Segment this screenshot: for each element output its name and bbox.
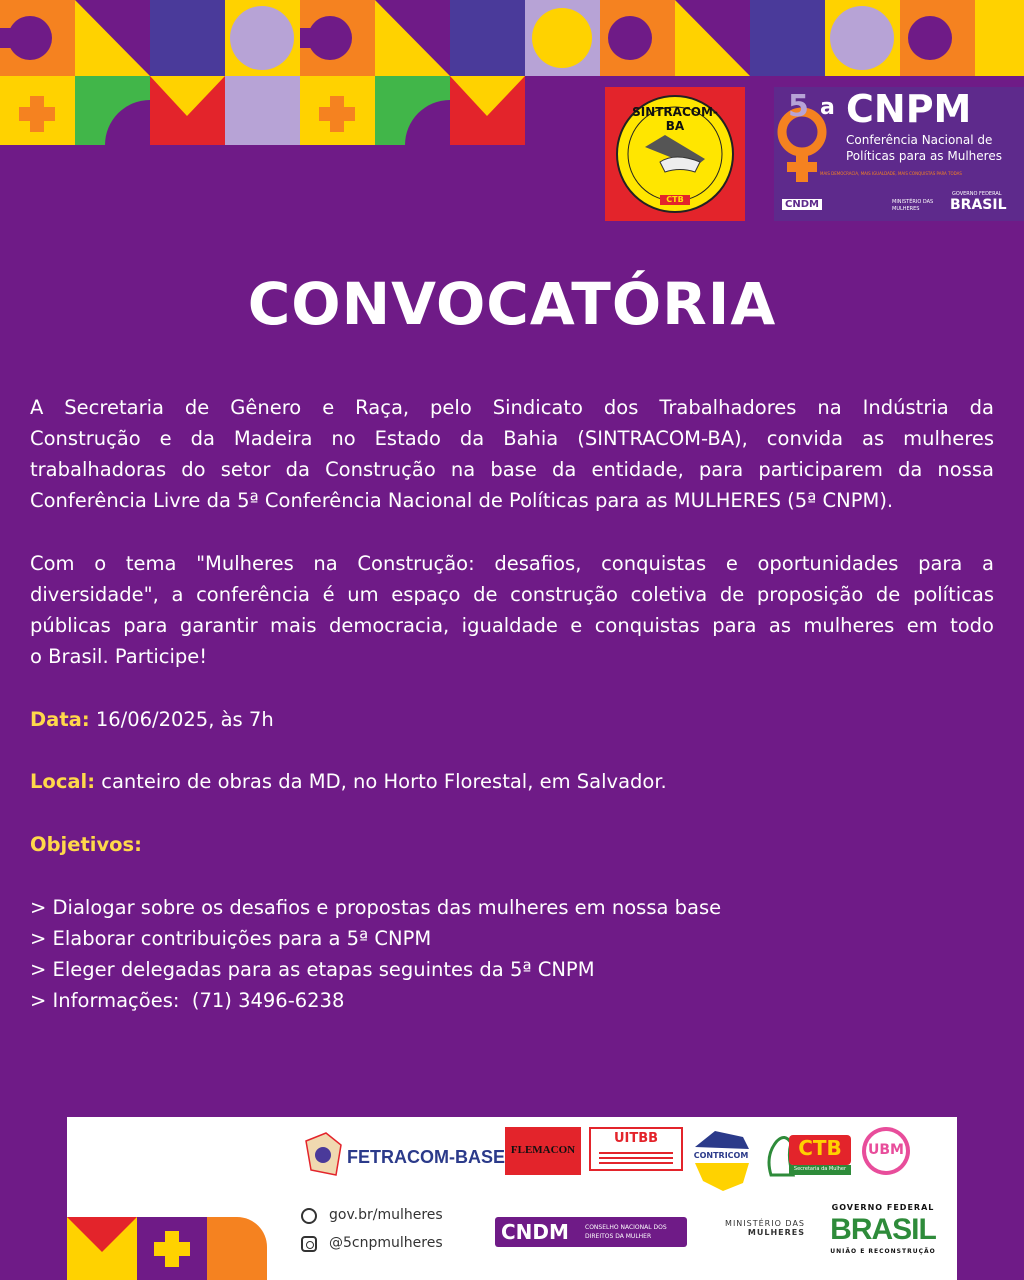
ctb-name: CTB: [798, 1136, 842, 1160]
paragraph-2-line: diversidade", a conferência é um espaço de construção coletiva de proposição de políticas: [30, 583, 994, 606]
paragraph-2-line: Com o tema "Mulheres na Construção: desafios, conquistas e oportunidades para a: [30, 552, 994, 575]
cnpm-ministerio: MINISTÉRIO DAS MULHERES: [892, 199, 934, 212]
fetracom-name: FETRACOM-BASE: [347, 1147, 505, 1167]
sintracom-badge: CTB: [666, 195, 684, 204]
uitbb-name: UITBB: [613, 1131, 659, 1146]
cnpm-cndm: CNDM: [782, 199, 822, 210]
cndm-name: CNDM: [501, 1220, 569, 1244]
paragraph-2-line: públicas para garantir mais democracia, igualdade e conquistas para as mulheres em todo: [30, 614, 994, 637]
objective-item: > Dialogar sobre os desafios e propostas das mulheres em nossa base: [30, 896, 722, 919]
cnpm-sup: a: [820, 95, 835, 120]
date-label: Data:: [30, 708, 90, 731]
ministerio-logo: [715, 1219, 805, 1249]
ubm-logo: [862, 1127, 910, 1175]
contricom-name: CONTRICOM: [693, 1151, 749, 1160]
paragraph-1: [30, 392, 994, 516]
paragraph-1-line: Conferência Livre da 5ª Conferência Nacional de Políticas para as MULHERES (5ª CNPM).: [30, 489, 894, 512]
objective-item: > Eleger delegadas para as etapas seguintes da 5ª CNPM: [30, 958, 595, 981]
ministerio-line2: MULHERES: [747, 1228, 805, 1237]
event-date: [30, 704, 994, 735]
cnpm-logo: [774, 87, 1024, 221]
web-url: gov.br/mulheres: [329, 1207, 443, 1223]
ministerio-line1: MINISTÉRIO DAS: [725, 1219, 805, 1228]
ctb-sub: Secretaria da Mulher: [793, 1166, 847, 1172]
instagram-icon: [301, 1236, 317, 1252]
paragraph-1-line: Construção e da Madeira no Estado da Bahia (SINTRACOM-BA), convida as mulheres: [30, 427, 994, 450]
cndm-logo: [495, 1217, 687, 1247]
paragraph-2: [30, 548, 994, 672]
cnpm-number: 5: [788, 89, 809, 124]
cnpm-full1: Conferência Nacional de: [846, 133, 993, 147]
place-label: Local:: [30, 770, 96, 793]
sintracom-name: SINTRACOM-BA: [632, 105, 718, 133]
instagram-handle: @5cnpmulheres: [329, 1235, 443, 1251]
ubm-name: UBM: [868, 1142, 904, 1158]
cndm-sub1: CONSELHO NACIONAL DOS: [585, 1224, 667, 1231]
globe-icon: [301, 1208, 317, 1224]
uniao-label: UNIÃO E RECONSTRUÇÃO: [830, 1248, 936, 1255]
flemacon-logo: [505, 1127, 581, 1175]
cnpm-acronym: CNPM: [846, 87, 972, 131]
cnpm-brasil: BRASIL: [950, 197, 1007, 213]
objectives-label: Objetivos:: [30, 833, 142, 856]
uitbb-logo: [589, 1127, 683, 1171]
cndm-sub2: DIREITOS DA MULHER: [585, 1233, 652, 1240]
footer-logos: [67, 1117, 957, 1280]
paragraph-1-line: A Secretaria de Gênero e Raça, pelo Sindicato dos Trabalhadores na Indústria da: [30, 396, 994, 419]
ctb-logo: [763, 1129, 855, 1179]
cnpm-full2: Políticas para as Mulheres: [846, 149, 1002, 163]
place-value: canteiro de obras da MD, no Horto Florestal, em Salvador.: [95, 770, 667, 793]
sintracom-logo: [605, 87, 745, 221]
paragraph-1-line: trabalhadoras do setor da Construção na base da entidade, para participarem da nossa: [30, 458, 994, 481]
page-title: CONVOCATÓRIA: [247, 270, 777, 338]
brasil-label: BRASIL: [830, 1213, 936, 1246]
objective-item: > Elaborar contribuições para a 5ª CNPM: [30, 927, 432, 950]
flemacon-name: FLEMACON: [510, 1144, 576, 1156]
gov-label: GOVERNO FEDERAL: [831, 1203, 935, 1212]
gov-brasil-logo: [823, 1203, 943, 1273]
date-value: 16/06/2025, às 7h: [89, 708, 274, 731]
cnpm-tagline: MAIS DEMOCRACIA, MAIS IGUALDADE, MAIS CONQUISTAS PARA TODAS: [820, 171, 962, 176]
paragraph-2-line: o Brasil. Participe!: [30, 645, 208, 668]
objective-item: > Informações: (71) 3496-6238: [30, 989, 345, 1012]
cnpm-gov: GOVERNO FEDERAL: [952, 191, 1002, 197]
objectives-list: [30, 892, 994, 1016]
contricom-logo: [689, 1127, 753, 1193]
fetracom-logo: [301, 1131, 505, 1181]
event-place: [30, 766, 994, 797]
